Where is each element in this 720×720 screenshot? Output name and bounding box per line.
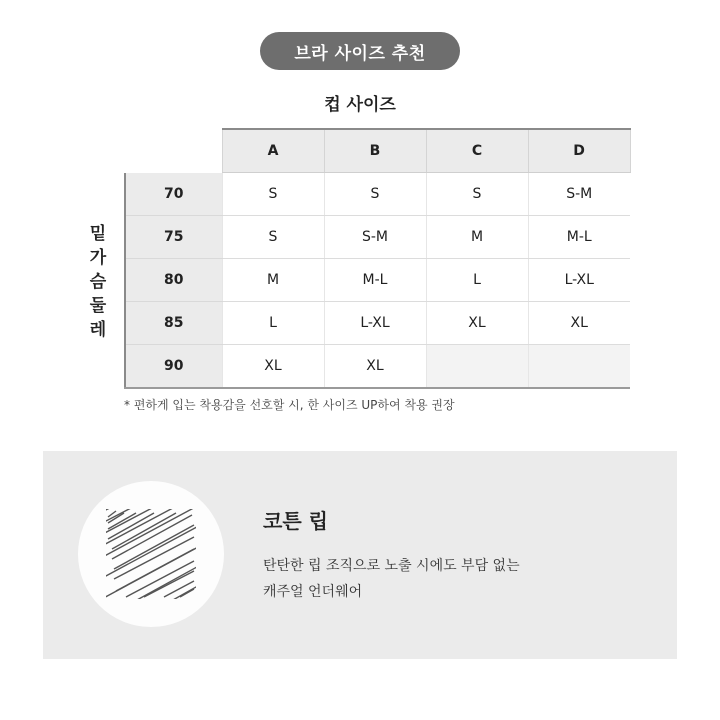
size-recommendation-badge: 브라 사이즈 추천: [260, 32, 460, 70]
table-row: [125, 345, 630, 389]
table-cell-empty: [528, 345, 630, 389]
table-cell: M-L: [528, 216, 630, 259]
table-cell-empty: [426, 345, 528, 389]
table-cell: M: [222, 259, 324, 302]
row-header: 70: [125, 173, 222, 216]
table-cell: L-XL: [324, 302, 426, 345]
cup-size-label: 컵 사이즈: [324, 95, 396, 115]
table-cell: S: [426, 173, 528, 216]
table-cell: L: [426, 259, 528, 302]
table-cell: S: [324, 173, 426, 216]
table-row: [125, 302, 630, 345]
table-cell: M-L: [324, 259, 426, 302]
fabric-title: 코튼 립: [263, 509, 328, 533]
row-header: 85: [125, 302, 222, 345]
table-cell: XL: [324, 345, 426, 389]
row-header: 75: [125, 216, 222, 259]
table-row: [125, 259, 630, 302]
table-cell: L: [222, 302, 324, 345]
table-cell: S-M: [324, 216, 426, 259]
row-header: 90: [125, 345, 222, 389]
band-label-char: 밑: [89, 224, 107, 244]
fabric-description-line: 캐주얼 언더웨어: [263, 584, 363, 600]
table-cell: S-M: [528, 173, 630, 216]
band-size-label: [86, 222, 110, 342]
table-cell: M: [426, 216, 528, 259]
column-header-d: D: [528, 129, 630, 173]
band-label-char: 레: [89, 320, 107, 340]
table-header-row: [125, 129, 630, 173]
table-cell: XL: [222, 345, 324, 389]
row-header: 80: [125, 259, 222, 302]
size-note: * 편하게 입는 착용감을 선호할 시, 한 사이즈 UP하여 착용 권장: [124, 398, 455, 412]
table-cell: L-XL: [528, 259, 630, 302]
fabric-icon-circle: [78, 481, 224, 627]
band-label-char: 슴: [89, 272, 107, 292]
table-row: [125, 173, 630, 216]
column-header-c: C: [426, 129, 528, 173]
size-chart-table: [124, 128, 631, 389]
fabric-info-panel: [43, 451, 677, 659]
table-cell: S: [222, 216, 324, 259]
rib-texture-icon: [106, 509, 196, 599]
column-header-b: B: [324, 129, 426, 173]
table-corner: [125, 129, 222, 173]
table-cell: S: [222, 173, 324, 216]
band-label-char: 둘: [89, 296, 107, 316]
table-row: [125, 216, 630, 259]
table-cell: XL: [426, 302, 528, 345]
band-label-char: 가: [89, 248, 107, 268]
column-header-a: A: [222, 129, 324, 173]
fabric-description-line: 탄탄한 립 조직으로 노출 시에도 부담 없는: [263, 558, 520, 574]
fabric-description: [263, 553, 520, 605]
table-cell: XL: [528, 302, 630, 345]
